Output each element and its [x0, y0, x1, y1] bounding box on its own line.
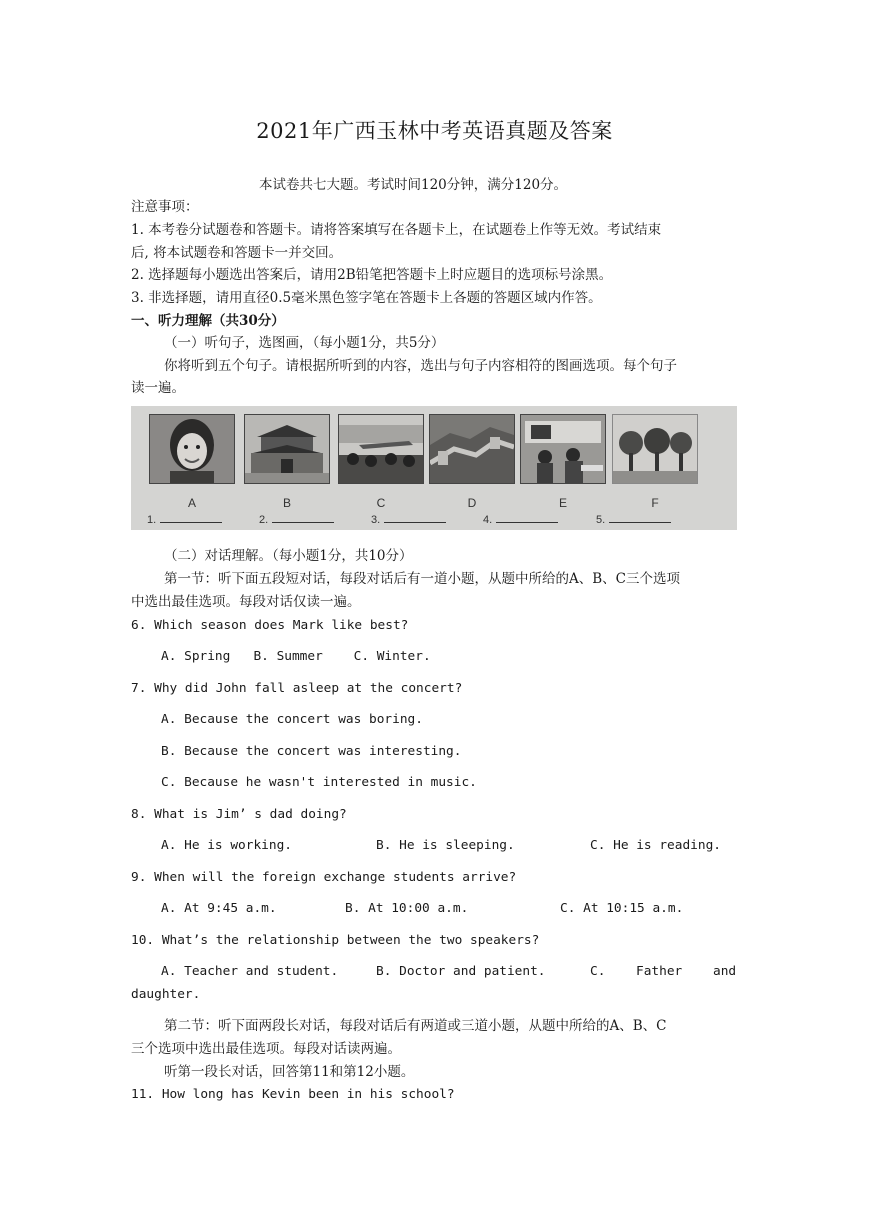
- question-8-option-a: A. He is working.: [161, 838, 292, 853]
- notice-2: 2. 选择题每小题选出答案后，请用2B铅笔把答题卡上时应题目的选项标号涂黑。: [131, 267, 613, 283]
- section-listening-heading: 一、听力理解（共30分）: [131, 313, 285, 329]
- picture-a-girl: [149, 414, 235, 484]
- question-10-option-a: A. Teacher and student.: [161, 964, 339, 979]
- question-7-option-b: B. Because the concert was interesting.: [161, 744, 462, 759]
- part2-section1-b: 中选出最佳选项。每段对话仅读一遍。: [131, 594, 361, 610]
- part2-section1-a: 第一节：听下面五段短对话，每段对话后有一道小题，从题中所给的A、B、C三个选项: [164, 571, 680, 587]
- part1-instruction-a: 你将听到五个句子。请根据所听到的内容，选出与句子内容相符的图画选项。每个句子: [164, 358, 677, 374]
- picture-label-a: A: [187, 496, 196, 510]
- intro-text: 本试卷共七大题。考试时间120分钟，满分120分。: [259, 177, 568, 193]
- question-8-option-b: B. He is sleeping.: [376, 838, 515, 853]
- picture-label-c: C: [376, 496, 386, 510]
- answer-blank-2: 2.: [259, 513, 334, 526]
- question-7: 7. Why did John fall asleep at the concert?: [131, 681, 463, 696]
- page-title: 2021年广西玉林中考英语真题及答案: [256, 119, 613, 143]
- question-10-option-b: B. Doctor and patient.: [376, 964, 546, 979]
- picture-e-classroom: [520, 414, 606, 484]
- question-10-option-c-letter: C.: [590, 964, 606, 979]
- question-9-option-b: B. At 10:00 a.m.: [345, 901, 469, 916]
- question-6-options: A. Spring B. Summer C. Winter.: [161, 649, 431, 664]
- part2-section2-b: 三个选项中选出最佳选项。每段对话读两遍。: [131, 1041, 401, 1057]
- notice-1a: 1. 本考卷分试题卷和答题卡。请将答案填写在各题卡上，在试题卷上作等无效。考试结束: [131, 222, 662, 238]
- notice-3: 3. 非选择题，请用直径0.5毫米黑色签字笔在答题卡上各题的答题区域内作答。: [131, 290, 602, 306]
- question-10-option-c-word1: Father: [636, 964, 683, 979]
- picture-c-airport: [338, 414, 424, 484]
- question-8-option-c: C. He is reading.: [590, 838, 721, 853]
- question-10-option-c-word3: daughter.: [131, 987, 201, 1002]
- picture-f-trees: [612, 414, 698, 484]
- question-7-option-c: C. Because he wasn't interested in music.: [161, 775, 477, 790]
- picture-label-f: F: [651, 496, 659, 510]
- answer-blank-4: 4.: [483, 513, 558, 526]
- part2-heading: （二）对话理解。（每小题1分，共10分）: [164, 548, 413, 564]
- question-11: 11. How long has Kevin been in his school?: [131, 1087, 455, 1102]
- question-9: 9. When will the foreign exchange students arrive?: [131, 870, 517, 885]
- answer-blank-5: 5.: [596, 513, 671, 526]
- part2-section2-c: 听第一段长对话，回答第11和第12小题。: [164, 1064, 415, 1080]
- question-9-option-a: A. At 9:45 a.m.: [161, 901, 277, 916]
- picture-label-d: D: [467, 496, 477, 510]
- question-6: 6. Which season does Mark like best?: [131, 618, 409, 633]
- part1-heading: （一）听句子，选图画，（每小题1分，共5分）: [164, 335, 445, 351]
- question-10: 10. What’s the relationship between the two speakers?: [131, 933, 540, 948]
- question-9-option-c: C. At 10:15 a.m.: [560, 901, 684, 916]
- notice-heading: 注意事项：: [131, 199, 199, 215]
- part2-section2-a: 第二节：听下面两段长对话，每段对话后有两道或三道小题，从题中所给的A、B、C: [164, 1018, 667, 1034]
- picture-b-gate: [244, 414, 330, 484]
- answer-blank-1: 1.: [147, 513, 222, 526]
- question-8: 8. What is Jim’ s dad doing?: [131, 807, 347, 822]
- picture-choices-photo: [131, 406, 737, 530]
- question-7-option-a: A. Because the concert was boring.: [161, 712, 423, 727]
- part1-instruction-b: 读一遍。: [131, 380, 185, 396]
- picture-d-great-wall: [429, 414, 515, 484]
- question-10-option-c-word2: and: [713, 964, 737, 979]
- picture-label-b: B: [282, 496, 291, 510]
- picture-label-e: E: [558, 496, 567, 510]
- notice-1b: 后, 将本试题卷和答题卡一并交回。: [131, 245, 343, 261]
- answer-blank-3: 3.: [371, 513, 446, 526]
